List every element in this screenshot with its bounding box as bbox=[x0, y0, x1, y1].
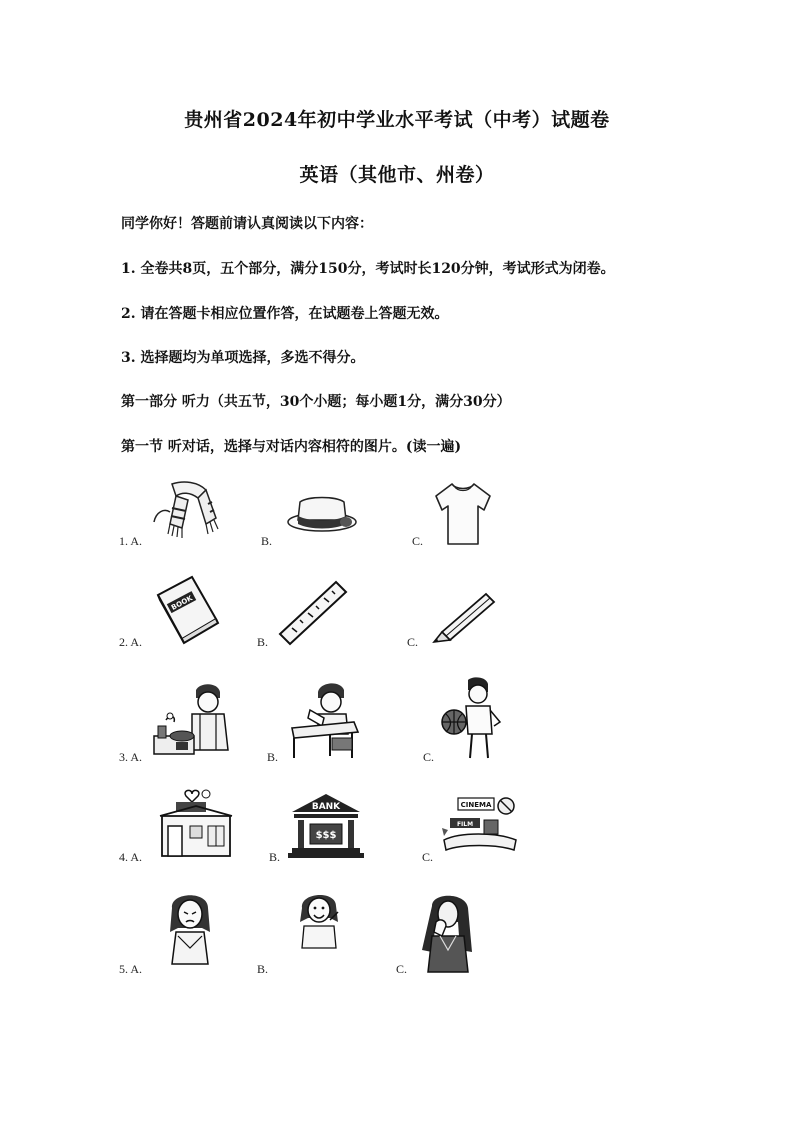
book-icon bbox=[152, 573, 222, 645]
reading-boy-icon bbox=[288, 678, 362, 760]
ruler-icon bbox=[278, 580, 350, 646]
crying-girl-icon bbox=[418, 892, 478, 974]
hat-icon bbox=[284, 492, 360, 536]
question-1-option-b-label: B. bbox=[261, 534, 273, 548]
question-3-option-c-label: C. bbox=[423, 750, 435, 764]
cinema-icon bbox=[440, 796, 520, 856]
instruction-item: 1. 全卷共8页，五个部分，满分150分，考试时长120分钟，考试形式为闭卷。 bbox=[121, 261, 615, 277]
cinema-sign-label: CINEMA bbox=[460, 801, 492, 809]
question-2-option-b-label: B. bbox=[257, 635, 269, 649]
book-cover-label: BOOK bbox=[170, 594, 194, 612]
instruction-item: 2. 请在答题卡相应位置作答，在试题卷上答题无效。 bbox=[121, 306, 449, 322]
exam-title: 贵州省2024年初中学业水平考试（中考）试题卷 bbox=[184, 109, 610, 131]
question-2-option-a-label: 2. A. bbox=[119, 635, 143, 649]
pencil-icon bbox=[428, 588, 498, 644]
instructions-greeting: 同学你好！答题前请认真阅读以下内容： bbox=[121, 216, 373, 232]
bank-sign-label: BANK bbox=[311, 802, 341, 812]
instruction-item: 3. 选择题均为单项选择，多选不得分。 bbox=[121, 350, 365, 366]
smiling-girl-icon bbox=[294, 890, 344, 950]
sad-girl-icon bbox=[160, 888, 220, 968]
question-2-option-c-label: C. bbox=[407, 635, 419, 649]
cinema-film-label: FILM bbox=[456, 821, 474, 828]
question-4-option-c-label: C. bbox=[422, 850, 434, 864]
question-1-option-c-label: C. bbox=[412, 534, 424, 548]
question-3-option-a-label: 3. A. bbox=[119, 750, 143, 764]
question-5-option-c-label: C. bbox=[396, 962, 408, 976]
question-1-option-a-label: 1. A. bbox=[119, 534, 143, 548]
section1-heading: 第一节 听对话，选择与对话内容相符的图片。(读一遍) bbox=[121, 439, 462, 455]
question-4-option-a-label: 4. A. bbox=[119, 850, 143, 864]
exam-subtitle: 英语（其他市、州卷） bbox=[299, 164, 495, 186]
question-5-option-a-label: 5. A. bbox=[119, 962, 143, 976]
tshirt-icon bbox=[432, 480, 494, 548]
supermarket-icon bbox=[156, 786, 236, 858]
part1-heading: 第一部分 听力（共五节，30个小题；每小题1分，满分30分） bbox=[121, 394, 511, 410]
question-4-option-b-label: B. bbox=[269, 850, 281, 864]
bank-icon bbox=[288, 792, 364, 858]
question-3-option-b-label: B. bbox=[267, 750, 279, 764]
bank-money-label: $$$ bbox=[315, 830, 337, 841]
cooking-boy-icon bbox=[152, 680, 232, 760]
scarf-icon bbox=[150, 478, 222, 546]
question-5-option-b-label: B. bbox=[257, 962, 269, 976]
basketball-boy-icon bbox=[440, 676, 504, 760]
